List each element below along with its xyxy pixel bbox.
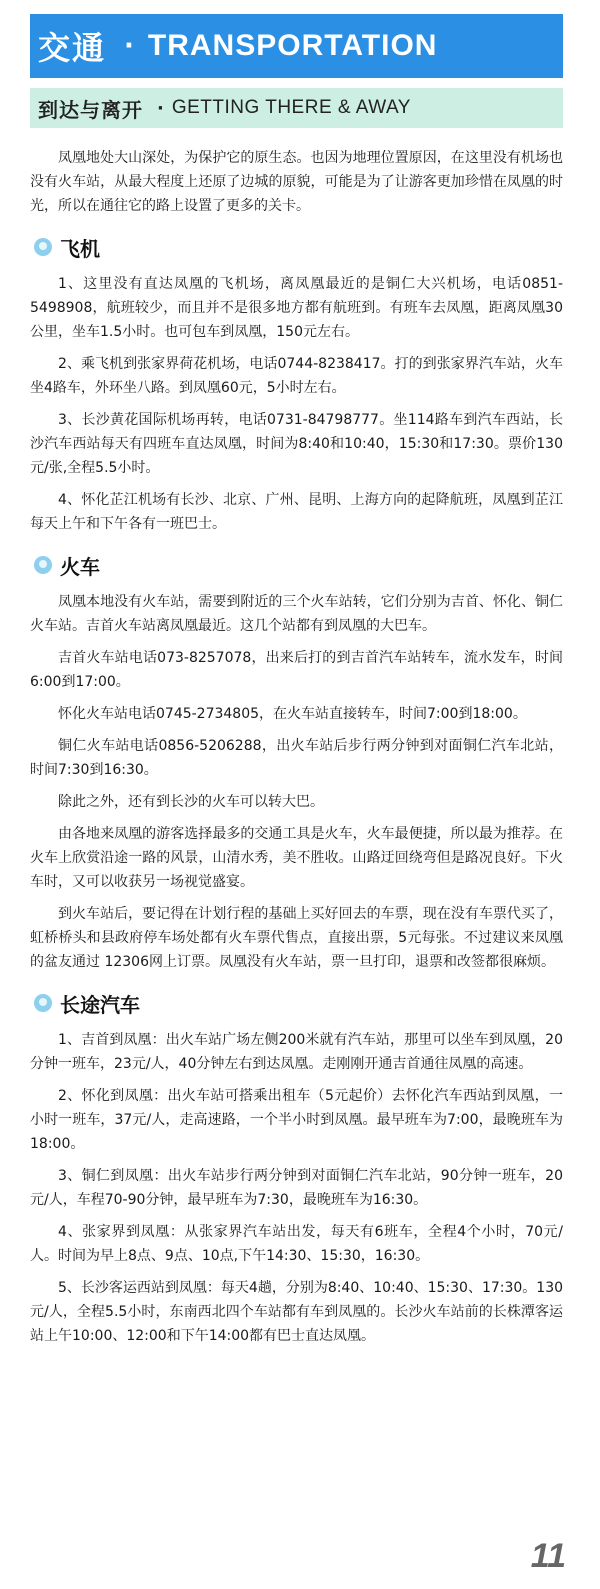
- paragraph: 3、长沙黄花国际机场再转，电话0731-84798777。坐114路车到汽车西站，长沙汽车西站每天有四班车直达凤凰，时间为8:40和10:40，15:30和17:30。票价130元/张,全程5.5小时。: [30, 412, 563, 476]
- section-heading-coach: [30, 988, 563, 1018]
- section-heading-train: [30, 550, 563, 580]
- section-separator: ·: [157, 97, 164, 119]
- paragraph: 铜仁火车站电话0856-5206288，出火车站后步行两分钟到对面铜仁汽车北站，时间7:30到16:30。: [30, 738, 563, 778]
- balloon-icon: [34, 556, 52, 574]
- paragraph: 4、怀化芷江机场有长沙、北京、广州、昆明、上海方向的起降航班，凤凰到芷江每天上午和下午各有一班巴士。: [30, 492, 563, 532]
- paragraph: 除此之外，还有到长沙的火车可以转大巴。: [58, 794, 324, 810]
- page-number: 11: [530, 1537, 566, 1575]
- paragraph: 凤凰本地没有火车站，需要到附近的三个火车站转，它们分别为吉首、怀化、铜仁火车站。吉首火车站离凤凰最近。这几个站都有到凤凰的大巴车。: [30, 594, 563, 634]
- chapter-banner: [30, 14, 563, 78]
- paragraph: 1、吉首到凤凰：出火车站广场左侧200米就有汽车站，那里可以坐车到凤凰，20分钟一班车，23元/人，40分钟左右到达凤凰。走刚刚开通吉首通往凤凰的高速。: [30, 1032, 563, 1072]
- intro-paragraph: 凤凰地处大山深处，为保护它的原生态。也因为地理位置原因，在这里没有机场也没有火车站，从最大程度上还原了边城的原貌，可能是为了让游客更加珍惜在凤凰的时光，所以在通往它的路上设置了更多的关卡。: [30, 150, 563, 214]
- paragraph: 怀化火车站电话0745-2734805，在火车站直接转车，时间7:00到18:00。: [58, 706, 527, 722]
- section-title-en: GETTING THERE & AWAY: [171, 97, 411, 118]
- chapter-separator: ·: [124, 31, 134, 61]
- paragraph: 4、张家界到凤凰：从张家界汽车站出发，每天有6班车，全程4个小时，70元/人。时间为早上8点、9点、10点,下午14:30、15:30，16:30。: [30, 1224, 563, 1264]
- paragraph: 到火车站后，要记得在计划行程的基础上买好回去的车票，现在没有车票代买了，虹桥桥头和县政府停车场处都有火车票代售点，直接出票，5元每张。不过建议来凤凰的盆友通过 12306网上订票。凤凰没有火车站，票一旦打印，退票和改签都很麻烦。: [30, 906, 563, 970]
- balloon-icon: [34, 238, 52, 256]
- section-title: 火车: [60, 554, 100, 579]
- chapter-title-zh: 交通: [38, 29, 107, 67]
- paragraph: 3、铜仁到凤凰：出火车站步行两分钟到对面铜仁汽车北站，90分钟一班车，20元/人，车程70-90分钟，最早班车为7:30，最晚班车为16:30。: [30, 1168, 563, 1208]
- paragraph: 吉首火车站电话073-8257078，出来后打的到吉首汽车站转车，流水发车，时间6:00到17:00。: [30, 650, 563, 690]
- section-heading-plane: [30, 232, 563, 262]
- paragraph: 1、这里没有直达凤凰的飞机场，离凤凰最近的是铜仁大兴机场，电话0851-5498908，航班较少，而且并不是很多地方都有航班到。有班车去凤凰，距离凤凰30公里，坐车1.5小时。也可包车到凤凰，150元左右。: [30, 276, 563, 340]
- paragraph: 由各地来凤凰的游客选择最多的交通工具是火车，火车最便捷，所以最为推荐。在火车上欣赏沿途一路的风景，山清水秀，美不胜收。山路迂回绕弯但是路况良好。下火车时，又可以收获另一场视觉盛宴。: [30, 826, 563, 890]
- paragraph: 2、乘飞机到张家界荷花机场，电话0744-8238417。打的到张家界汽车站，火车坐4路车，外环坐八路。到凤凰60元，5小时左右。: [30, 356, 563, 396]
- section-title-zh: 到达与离开: [38, 97, 143, 122]
- section-title: 长途汽车: [60, 992, 140, 1017]
- section-banner: [30, 88, 563, 128]
- paragraph: 2、怀化到凤凰：出火车站可搭乘出租车（5元起价）去怀化汽车西站到凤凰，一小时一班车，37元/人，走高速路，一个半小时到凤凰。最早班车为7:00，最晚班车为18:00。: [30, 1088, 563, 1152]
- section-title: 飞机: [60, 236, 100, 261]
- article-body: [30, 146, 563, 1356]
- chapter-title-en: TRANSPORTATION: [147, 29, 438, 62]
- balloon-icon: [34, 994, 52, 1012]
- paragraph: 5、长沙客运西站到凤凰：每天4趟，分别为8:40、10:40、15:30、17:30。130元/人，全程5.5小时，东南西北四个车站都有车到凤凰的。长沙火车站前的长株潭客运站上午10:00、12:00和下午14:00都有巴士直达凤凰。: [30, 1280, 564, 1344]
